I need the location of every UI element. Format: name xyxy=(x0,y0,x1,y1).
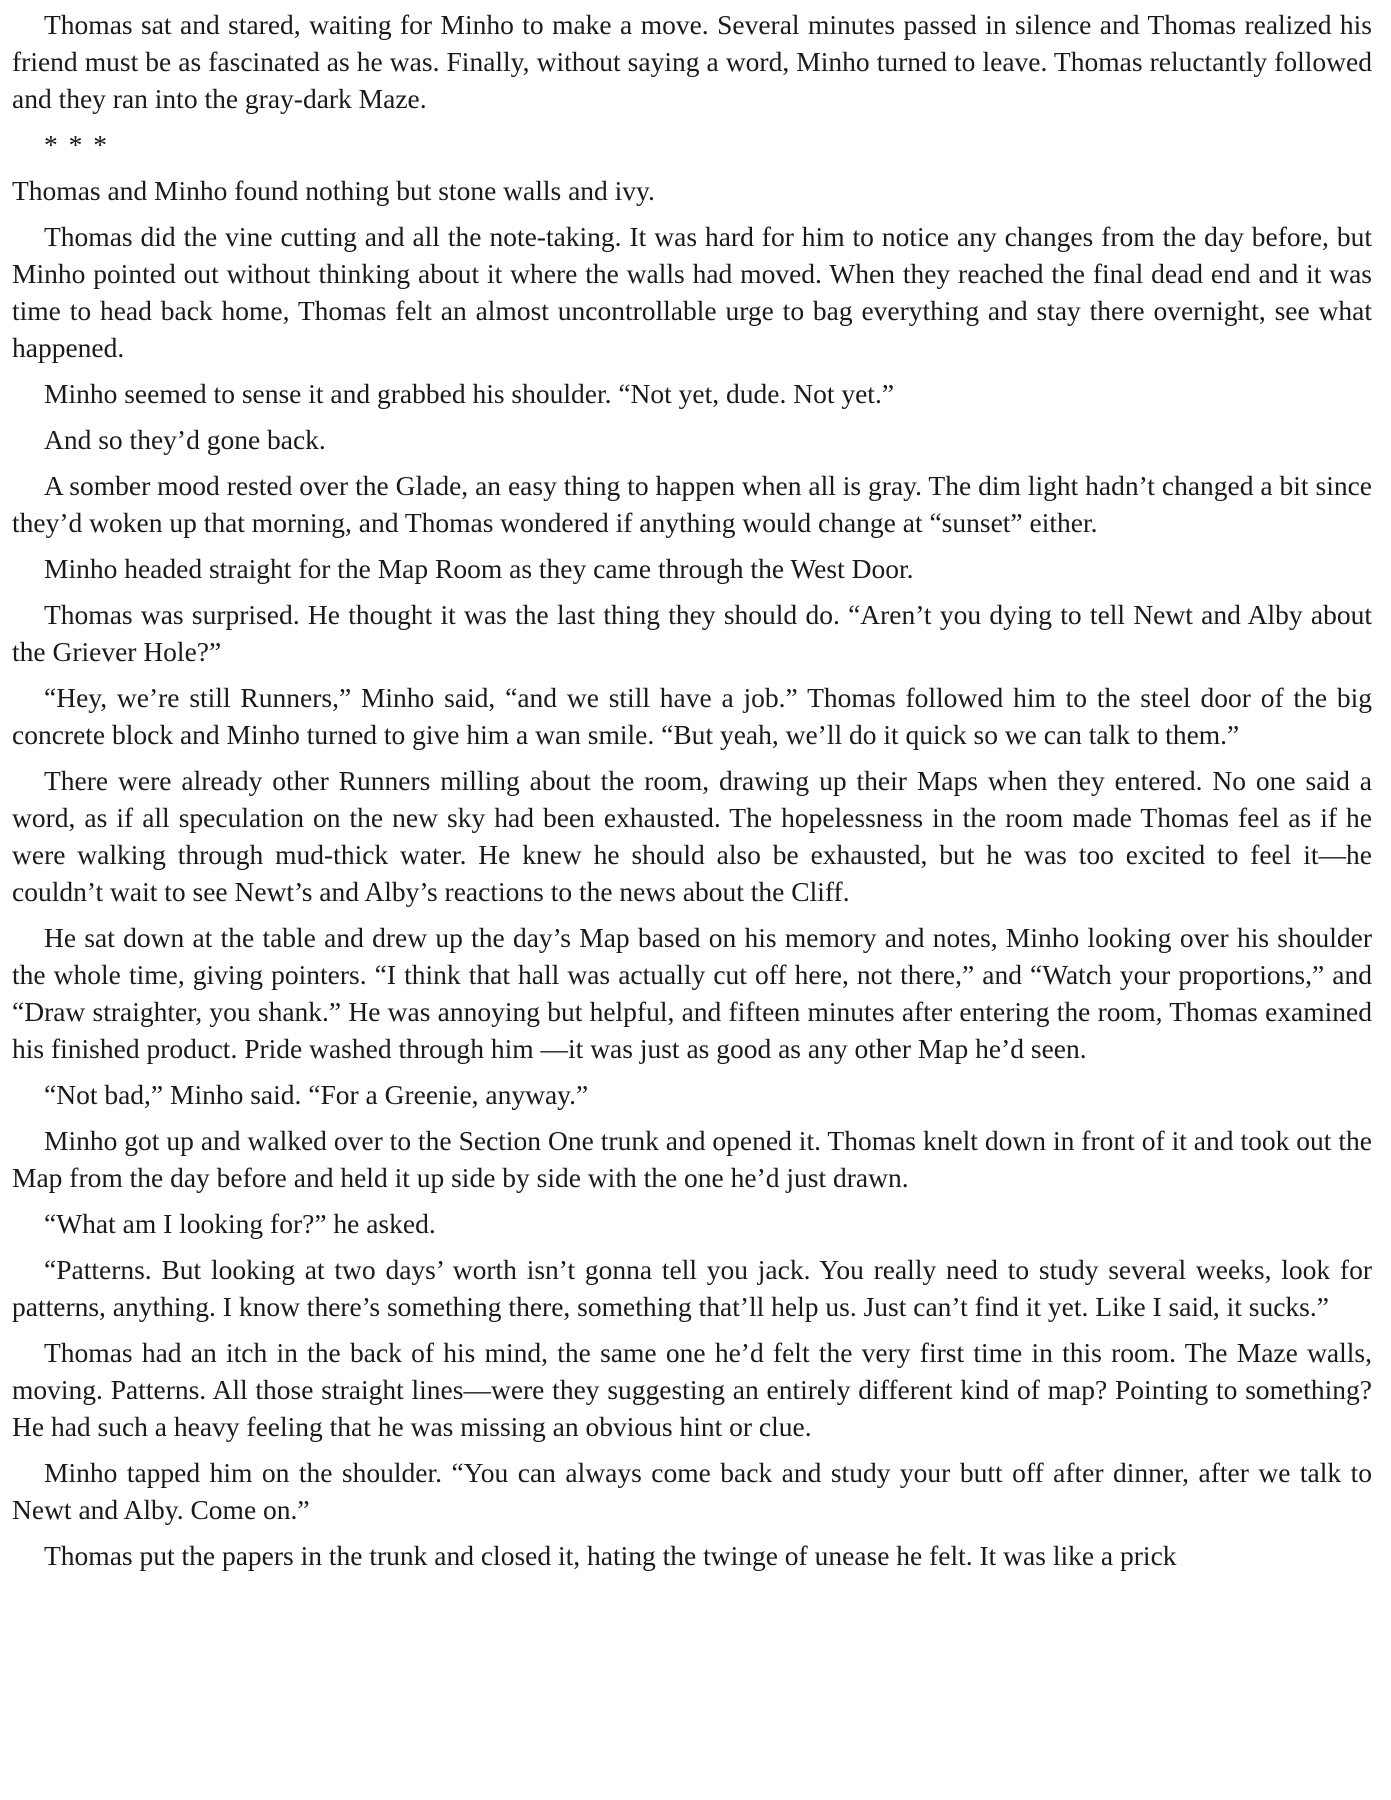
paragraph: Thomas put the papers in the trunk and closed it, hating the twinge of unease he felt. It was like a prick xyxy=(44,1540,1177,1571)
paragraph: Minho got up and walked over to the Section One trunk and opened it. Thomas knelt down in front of it and took out the Map from the day before and held it up side by side with the one he’d just drawn. xyxy=(12,1125,1372,1193)
paragraph: He sat down at the table and drew up the day’s Map based on his memory and notes, Minho looking over his shoulder the whole time, giving pointers. “I think that hall was actually cut off here, not there,” and “Watch your proportions,” and “Draw straighter, you shank.” He was annoying but helpful, and fifteen minutes after entering the room, Thomas examined his finished product. Pride washed through him —it was just as good as any other Map he’d seen. xyxy=(12,922,1372,1064)
paragraph: Thomas did the vine cutting and all the note-taking. It was hard for him to notice any changes from the day before, but Minho pointed out without thinking about it where the walls had moved. When they reached the final dead end and it was time to head back home, Thomas felt an almost uncontrollable urge to bag everything and stay there overnight, see what happened. xyxy=(12,221,1372,363)
paragraph: There were already other Runners milling about the room, drawing up their Maps when they entered. No one said a word, as if all speculation on the new sky had been exhausted. The hopelessness in the room made Thomas feel as if he were walking through mud-thick water. He knew he should also be exhausted, but he was too excited to feel it—he couldn’t wait to see Newt’s and Alby’s reactions to the news about the Cliff. xyxy=(12,765,1372,907)
paragraph: “What am I looking for?” he asked. xyxy=(44,1208,436,1239)
paragraph: And so they’d gone back. xyxy=(44,424,326,455)
paragraph: Thomas was surprised. He thought it was the last thing they should do. “Aren’t you dying to tell Newt and Alby about the Griever Hole?” xyxy=(12,599,1372,667)
scene-break: * * * xyxy=(44,129,109,160)
paragraph: Minho seemed to sense it and grabbed his shoulder. “Not yet, dude. Not yet.” xyxy=(44,378,895,409)
paragraph: Thomas sat and stared, waiting for Minho to make a move. Several minutes passed in silence and Thomas realized his friend must be as fascinated as he was. Finally, without saying a word, Minho turned to leave. Thomas reluctantly followed and they ran into the gray-dark Maze. xyxy=(12,9,1372,114)
paragraph: Minho tapped him on the shoulder. “You can always come back and study your butt off after dinner, after we talk to Newt and Alby. Come on.” xyxy=(12,1457,1372,1525)
book-page xyxy=(12,6,1372,1583)
paragraph: “Patterns. But looking at two days’ worth isn’t gonna tell you jack. You really need to study several weeks, look for patterns, anything. I know there’s something there, something that’ll help us. Just can’t find it yet. Like I said, it sucks.” xyxy=(12,1254,1372,1322)
paragraph: “Hey, we’re still Runners,” Minho said, “and we still have a job.” Thomas followed him to the steel door of the big concrete block and Minho turned to give him a wan smile. “But yeah, we’ll do it quick so we can talk to them.” xyxy=(12,682,1372,750)
paragraph: Thomas and Minho found nothing but stone walls and ivy. xyxy=(12,175,655,206)
paragraph: Thomas had an itch in the back of his mind, the same one he’d felt the very first time in this room. The Maze walls, moving. Patterns. All those straight lines—were they suggesting an entirely different kind of map? Pointing to something? He had such a heavy feeling that he was missing an obvious hint or clue. xyxy=(12,1337,1372,1442)
paragraph: “Not bad,” Minho said. “For a Greenie, anyway.” xyxy=(44,1079,589,1110)
paragraph: Minho headed straight for the Map Room as they came through the West Door. xyxy=(44,553,914,584)
paragraph: A somber mood rested over the Glade, an easy thing to happen when all is gray. The dim light hadn’t changed a bit since they’d woken up that morning, and Thomas wondered if anything would change at “sunset” either. xyxy=(12,470,1372,538)
